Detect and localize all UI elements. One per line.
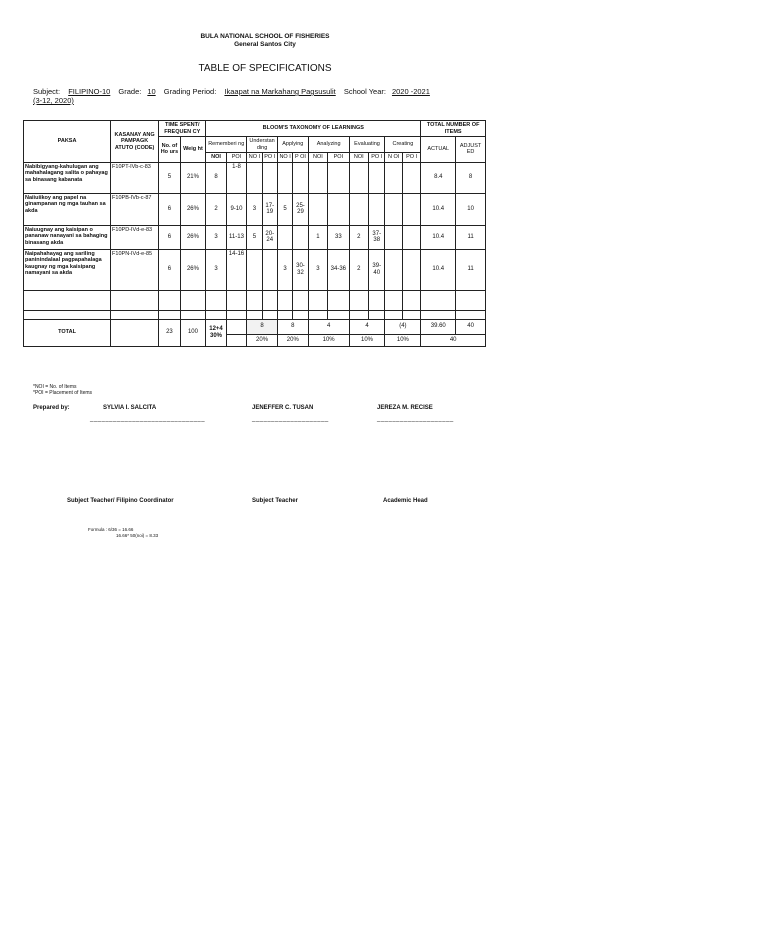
analyze-poi-cell: 33 [328, 225, 350, 249]
apply-poi-cell: 30-32 [293, 249, 308, 290]
legend-poi: *POI = Placement of Items [33, 390, 93, 396]
apply-poi-cell: 25-29 [293, 193, 308, 225]
pct-evaluating: 10% [349, 334, 385, 346]
subject-label: Subject: [33, 87, 61, 96]
school-city: General Santos City [234, 41, 296, 48]
signature-line-2: ____________________ [252, 416, 329, 422]
signature-line-1: ______________________________ [90, 416, 206, 422]
table-row [24, 193, 486, 225]
paksa-cell: Naipahahayag ang sariling paninindalaal pagpapahalaga kaugnay ng mga kaisipang namayani sa akda [24, 249, 111, 290]
period-value: Ikaapat na Markahang Pagsusulit [224, 87, 336, 96]
total-analyzing: 4 [308, 319, 349, 334]
create-poi-cell [402, 249, 421, 290]
noi-header: N OI [385, 153, 402, 163]
create-noi-cell [385, 162, 402, 193]
evaluate-poi-cell: 37-38 [369, 225, 385, 249]
analyze-poi-cell [328, 193, 350, 225]
total-remembering: 12+4 30% [206, 319, 226, 346]
noi-header: NO I [247, 153, 262, 163]
pct-total: 40 [421, 334, 486, 346]
formula-line-2: 16.66* 50(noi) = 8.33 [116, 533, 159, 538]
school-year-value: 2020 -2021 [391, 87, 430, 96]
poi-header: POI [226, 153, 246, 163]
total-items-header: TOTAL NUMBER OF ITEMS [421, 121, 486, 137]
apply-poi-cell [293, 162, 308, 193]
poi-header: PO I [262, 153, 277, 163]
evaluate-poi-cell [369, 193, 385, 225]
paksa-header: PAKSA [24, 121, 111, 163]
poi-header: POI [328, 153, 350, 163]
actual-cell: 10.4 [421, 225, 456, 249]
total-label: TOTAL [24, 319, 111, 346]
page-title: TABLE OF SPECIFICATIONS [198, 63, 332, 74]
create-noi-cell [385, 193, 402, 225]
apply-noi-cell [277, 162, 292, 193]
hours-cell: 6 [159, 193, 181, 225]
hours-cell: 6 [159, 225, 181, 249]
evaluating-header: Evaluating [349, 137, 385, 153]
specifications-table [23, 120, 486, 347]
empty-row [24, 310, 486, 319]
poi-header: P OI [293, 153, 308, 163]
evaluate-noi-cell: 2 [349, 249, 368, 290]
paksa-cell: Naiiuiikoy ang papel na ginampanan ng mga tauhan sa akda [24, 193, 111, 225]
remembering-header: Rememberi ng [206, 137, 247, 153]
create-poi-cell [402, 162, 421, 193]
understand-poi-cell: 17-19 [262, 193, 277, 225]
analyzing-header: Analyzing [308, 137, 349, 153]
weight-header: Weig ht [180, 137, 206, 163]
school-header [0, 33, 530, 49]
apply-poi-cell [293, 225, 308, 249]
create-noi-cell [385, 225, 402, 249]
hours-cell: 6 [159, 249, 181, 290]
noi-header: NO I [277, 153, 292, 163]
adjusted-cell: 11 [456, 225, 486, 249]
create-poi-cell [402, 193, 421, 225]
total-adjusted: 40 [456, 319, 486, 334]
understand-poi-cell [262, 249, 277, 290]
formula-line-1: Formula : 6/36 = 16.66 [88, 527, 134, 532]
table-row [24, 225, 486, 249]
document-meta [33, 87, 436, 96]
school-name: BULA NATIONAL SCHOOL OF FISHERIES [200, 33, 330, 40]
code-cell: F10PT-IVb-c-83 [111, 162, 159, 193]
noi-header: NOI [206, 153, 226, 163]
actual-cell: 8.4 [421, 162, 456, 193]
create-poi-cell [402, 225, 421, 249]
total-applying: 8 [277, 319, 308, 334]
formula-note [88, 527, 158, 539]
pct-understanding: 20% [247, 334, 278, 346]
total-actual: 39.60 [421, 319, 456, 334]
understand-noi-cell [247, 249, 262, 290]
pct-analyzing: 10% [308, 334, 349, 346]
signature-line-3: ____________________ [377, 416, 454, 422]
time-spent-header: TIME SPENT/ FREQUEN CY [159, 121, 206, 137]
code-cell: F10PN-IVd-e-85 [111, 249, 159, 290]
analyze-noi-cell: 3 [308, 249, 327, 290]
poi-header: PO I [369, 153, 385, 163]
role-3: Academic Head [383, 498, 428, 504]
evaluate-noi-cell: 2 [349, 225, 368, 249]
hours-header: No. of Ho urs [159, 137, 181, 163]
noi-header: NOI [349, 153, 368, 163]
actual-header: ACTUAL [421, 137, 456, 163]
understand-noi-cell [247, 162, 262, 193]
apply-noi-cell [277, 225, 292, 249]
subject-value: FILIPINO-10 [68, 87, 111, 96]
weight-cell: 26% [180, 249, 206, 290]
apply-noi-cell: 3 [277, 249, 292, 290]
evaluate-poi-cell: 39-40 [369, 249, 385, 290]
apply-noi-cell: 5 [277, 193, 292, 225]
code-cell: F10PB-IVb-c-87 [111, 193, 159, 225]
creating-header: Creating [385, 137, 421, 153]
analyze-noi-cell: 1 [308, 225, 327, 249]
pct-applying: 20% [277, 334, 308, 346]
evaluate-noi-cell [349, 162, 368, 193]
total-row [24, 319, 486, 334]
role-2: Subject Teacher [252, 498, 298, 504]
understand-poi-cell [262, 162, 277, 193]
understanding-header: Understan ding [247, 137, 278, 153]
total-hours: 23 [159, 319, 181, 346]
adjusted-header: ADJUST ED [456, 137, 486, 163]
paksa-cell: Naiuugnay ang kaisipan o pananaw nanayani sa bahaging binasang akda [24, 225, 111, 249]
create-noi-cell [385, 249, 402, 290]
total-understanding: 8 [247, 319, 278, 334]
paksa-cell: Nabibigyang-kahulugan ang mahahalagang salita o pahayag sa binasang kabanata [24, 162, 111, 193]
pct-creating: 10% [385, 334, 421, 346]
weight-cell: 26% [180, 193, 206, 225]
understand-noi-cell: 5 [247, 225, 262, 249]
evaluate-noi-cell [349, 193, 368, 225]
grade-value: 10 [147, 87, 156, 96]
kasanayan-header: KASANAY ANG PAMPAGK ATUTO (CODE) [111, 121, 159, 163]
empty-row [24, 290, 486, 310]
adjusted-cell: 11 [456, 249, 486, 290]
table-row [24, 162, 486, 193]
actual-cell: 10.4 [421, 249, 456, 290]
total-creating: (4) [385, 319, 421, 334]
weight-cell: 26% [180, 225, 206, 249]
analyze-noi-cell [308, 193, 327, 225]
table-row [24, 249, 486, 290]
bloom-header: BLOOM'S TAXONOMY OF LEARNINGS [206, 121, 421, 137]
remember-noi-cell: 8 [206, 162, 226, 193]
signatory-name-2: JENEFFER C. TUSAN [252, 405, 314, 411]
applying-header: Applying [277, 137, 308, 153]
date-range: (3-12, 2020) [33, 96, 74, 105]
poi-header: PO I [402, 153, 421, 163]
signatory-name-3: JEREZA M. RECISE [377, 405, 433, 411]
understand-poi-cell: 20-24 [262, 225, 277, 249]
adjusted-cell: 10 [456, 193, 486, 225]
evaluate-poi-cell [369, 162, 385, 193]
understand-noi-cell: 3 [247, 193, 262, 225]
remember-poi-cell: 9-10 [226, 193, 246, 225]
header-row-1 [24, 121, 486, 137]
remember-noi-cell: 2 [206, 193, 226, 225]
remember-noi-cell: 3 [206, 249, 226, 290]
analyze-poi-cell [328, 162, 350, 193]
period-label: Grading Period: [163, 87, 217, 96]
total-evaluating: 4 [349, 319, 385, 334]
hours-cell: 5 [159, 162, 181, 193]
analyze-poi-cell: 34-36 [328, 249, 350, 290]
adjusted-cell: 8 [456, 162, 486, 193]
analyze-noi-cell [308, 162, 327, 193]
signatory-name-1: SYLVIA I. SALCITA [103, 405, 157, 411]
weight-cell: 21% [180, 162, 206, 193]
noi-header: NOI [308, 153, 327, 163]
remember-poi-cell: 11-13 [226, 225, 246, 249]
role-1: Subject Teacher/ Filipino Coordinator [67, 498, 174, 504]
remember-noi-cell: 3 [206, 225, 226, 249]
remember-poi-cell: 14-16 [226, 249, 246, 290]
remember-poi-cell: 1-8 [226, 162, 246, 193]
actual-cell: 10.4 [421, 193, 456, 225]
prepared-by-label: Prepared by: [33, 405, 70, 411]
total-weight: 100 [180, 319, 206, 346]
legend [33, 384, 92, 396]
grade-label: Grade: [118, 87, 142, 96]
legend-noi: *NOI = No. of Items [33, 384, 77, 390]
school-year-label: School Year: [343, 87, 386, 96]
code-cell: F10PD-IVd-e-83 [111, 225, 159, 249]
